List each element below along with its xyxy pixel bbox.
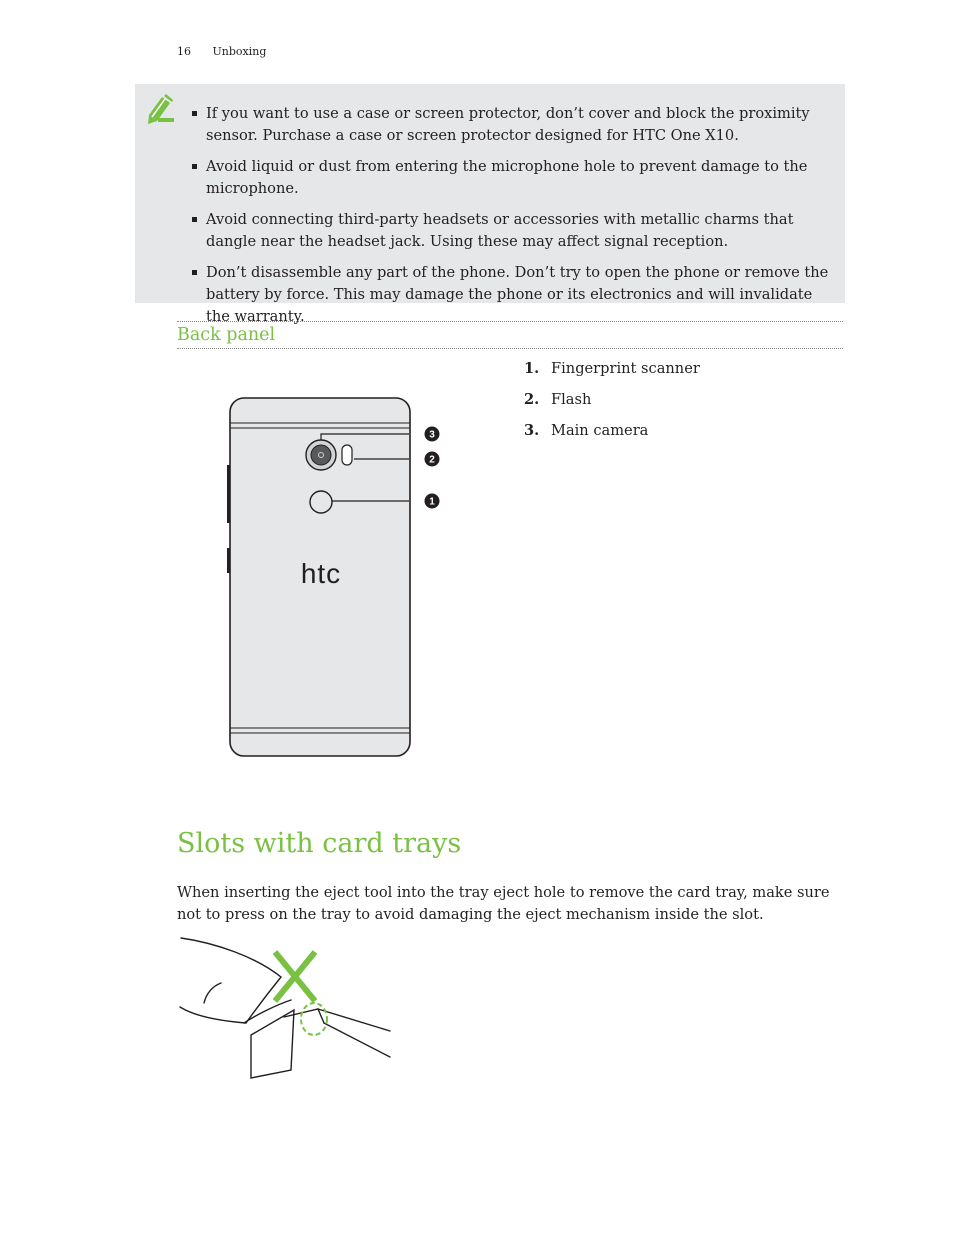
callout-2: 2	[429, 454, 435, 466]
flash	[342, 445, 352, 465]
chapter-title: Unboxing	[212, 45, 267, 58]
callout-badges	[425, 427, 440, 509]
page-number: 16	[177, 45, 191, 58]
section-title-back-panel: Back panel	[177, 325, 276, 345]
list-label: Main camera	[551, 422, 649, 439]
note-item: If you want to use a case or screen protector, don’t cover and block the proximity sensor. Purchase a case or screen protector designed for HTC One X10.	[190, 103, 840, 147]
list-item	[524, 389, 700, 411]
heading-slots: Slots with card trays	[177, 828, 462, 859]
section-rule-top	[177, 321, 843, 322]
slots-body-text: When inserting the eject tool into the tray eject hole to remove the card tray, make sure not to press on the tray to avoid damaging the eject mechanism inside the slot.	[177, 884, 830, 923]
list-number: 1.	[524, 360, 540, 377]
section-rule-bottom	[177, 348, 843, 349]
note-item: Don’t disassemble any part of the phone. Don’t try to open the phone or remove the battery by force. This may damage the phone or its electronics and will invalidate the warranty.	[190, 262, 840, 328]
list-number: 2.	[524, 391, 540, 408]
note-item: Avoid connecting third-party headsets or accessories with metallic charms that dangle near the headset jack. Using these may affect signal reception.	[190, 209, 840, 253]
main-camera	[306, 440, 336, 470]
list-label: Flash	[551, 391, 592, 408]
phone-back-illustration	[220, 390, 460, 770]
note-box	[135, 84, 845, 325]
card-tray-illustration	[176, 935, 406, 1085]
note-item: Avoid liquid or dust from entering the microphone hole to prevent damage to the microphone.	[190, 156, 840, 200]
page-header	[177, 45, 266, 58]
pencil-icon	[145, 94, 175, 126]
htc-logo: htc	[300, 558, 342, 589]
list-number: 3.	[524, 422, 540, 439]
note-list	[190, 103, 840, 337]
list-item	[524, 358, 700, 380]
callout-1: 1	[429, 496, 435, 508]
back-panel-list	[524, 358, 700, 451]
list-item	[524, 420, 700, 442]
list-label: Fingerprint scanner	[551, 360, 700, 377]
callout-3: 3	[429, 429, 435, 441]
